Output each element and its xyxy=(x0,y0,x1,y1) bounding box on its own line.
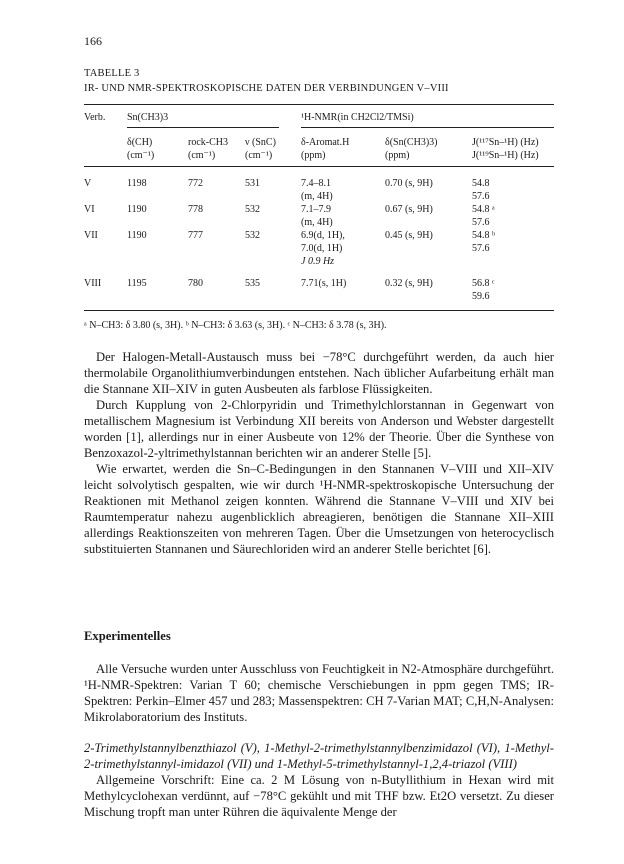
col-header: J(¹¹⁷Sn–¹H) (Hz) J(¹¹⁹Sn–¹H) (Hz) xyxy=(472,137,539,161)
body-text xyxy=(84,349,554,557)
page-number: 166 xyxy=(84,34,102,48)
page: 166 TABELLE 3 IR- UND NMR-SPEKTROSKOPISCHE DATEN DER VERBINDUNGEN V–VIII Verb. Sn(CH3)3 ¹H-NMR(in CH2Cl2/TMSi) δ(CH) (cm⁻¹) rock-CH3 (cm⁻¹) ν (SnC) (cm⁻¹) δ-Aromat.H (ppm) δ(Sn(CH3)3) (ppm) J(¹¹⁷Sn–¹H) (Hz) J(¹¹⁹Sn–¹H) (Hz) V 1198 772 531 7.4–8.1 (m, 4H) 0.70 (s, 9H) 54.8 57.6 VI 1190 778 532 7.1–7.9 (m, 4H) 0.67 (s, 9H) 54.8 ᵃ 57.6 VII 1190 777 532 6.9(d, 1H), 7.0(d, 1H) J 0.9 Hz 0.45 (s, 9H) 54.8 ᵇ 57.6 VIII 1195 780 535 7.71(s, 1H) 0.32 (s, 9H) 56.8 ᶜ 59.6 ᵃ N–CH3: δ 3.80 (s, 3H). ᵇ N–CH3: δ 3.63 (s, 3H). ᶜ N–CH3: δ 3.78 (s, 3H). Der Halogen-Metall-Austausch muss bei −78°C durchgeführt werden, da auch hier thermolabile Organolithiumverbindungen entstehen. Nach üblicher Aufarbeitung erhält man die Stannane XII–XIV in guten Ausbeuten als farblose Flüssigkeiten. Durch Kupplung von 2-Chlorpyridin und Trimethylchlorstannan in Gegenwart von metallischem Magnesium ist Verbindung XII bereits von Anderson und Webster dargestellt worden [1], allerdings nur in einer Ausbeute von 12% der Theorie. Über die Synthese von Benzoxazol-2-yltrimethylstannan berichten wir an anderer Stelle [5]. Wie erwartet, werden die Sn–C-Bedingungen in den Stannanen V–VIII und XII–XIV leicht solvolytisch gespalten, wie wir durch ¹H-NMR-spektroskopische Untersuchung der Reaktionen mit Methanol zeigen konnten. Während die Stannane V–VIII und XIV bei Raumtemperatur nahezu augenblicklich abreagieren, benötigen die Stannane XII–XIII allerdings Reaktionszeiten von mehreren Tagen. Über die Umsetzungen von heterocyclisch substituierten Stannanen und Säurechloriden wird an anderer Stelle berichtet [6]. Experimentelles Alle Versuche wurden unter Ausschluss von Feuchtigkeit in N2-Atmosphäre durchgeführt. ¹H-NMR-Spektren: Varian T 60; chemische Verschiebungen in ppm gegen TMS; IR-Spektren: Perkin–Elmer 457 und 283; Massenspektren: CH 7-Varian MAT; C,H,N-Analysen: Mikrolaboratorium des Instituts. 2-Trimethylstannylbenzthiazol (V), 1-Methyl-2-trimethylstannylbenzimidazol (VI), 1-Methyl-2-trimethylstannyl-imidazol (VII) und 1-Methyl-5-trimethylstannyl-1,2,4-triazol (VIII) Allgemeine Vorschrift: Eine ca. 2 M Lösung von n-Butyllithium in Hexan wird mit Methylcyclohexan verdünnt, auf −78°C gekühlt und mit THF bzw. Et2O versetzt. Zu dieser Mischung tropft man unter Rühren die äquivalente Menge der xyxy=(84,34,554,819)
table-bottom-rule xyxy=(84,310,554,311)
table-caption: TABELLE 3 xyxy=(84,68,140,79)
table-title: IR- UND NMR-SPEKTROSKOPISCHE DATEN DER VERBINDUNGEN V–VIII xyxy=(84,83,449,94)
header-sn-group: Sn(CH3)3 xyxy=(127,112,169,123)
col-header: δ-Aromat.H (ppm) xyxy=(301,137,350,161)
header-verb: Verb. xyxy=(84,112,106,123)
body-text xyxy=(84,740,554,820)
table-top-rule xyxy=(84,104,554,105)
nmr-group-rule xyxy=(301,127,554,128)
col-header: rock-CH3 (cm⁻¹) xyxy=(188,137,228,161)
table-footnote: ᵃ N–CH3: δ 3.80 (s, 3H). ᵇ N–CH3: δ 3.63 (s, 3H). ᶜ N–CH3: δ 3.78 (s, 3H). xyxy=(84,320,387,331)
paragraph: Alle Versuche wurden unter Ausschluss von Feuchtigkeit in N2-Atmosphäre durchgeführt. ¹H-NMR-Spektren: Varian T 60; chemische Verschiebungen in ppm gegen TMS; IR-Spektren: Perkin–Elmer 457 und 283; Massenspektren: CH 7-Varian MAT; C,H,N-Analysen: Mikrolaboratorium des Instituts. xyxy=(84,662,554,724)
col-header: ν (SnC) (cm⁻¹) xyxy=(245,137,276,161)
subheading: 2-Trimethylstannylbenzthiazol (V), 1-Methyl-2-trimethylstannylbenzimidazol (VI), 1-Methyl-2-trimethylstannyl-imidazol (VII) und 1-Methyl-5-trimethylstannyl-1,2,4-triazol (VIII) xyxy=(84,741,554,771)
paragraph: Der Halogen-Metall-Austausch muss bei −78°C durchgeführt werden, da auch hier thermolabile Organolithiumverbindungen entstehen. Nach üblicher Aufarbeitung erhält man die Stannane XII–XIV in guten Ausbeuten als farblose Flüssigkeiten. xyxy=(84,350,554,396)
section-heading: Experimentelles xyxy=(84,629,171,643)
paragraph: Durch Kupplung von 2-Chlorpyridin und Trimethylchlorstannan in Gegenwart von metallischem Magnesium ist Verbindung XII bereits von Anderson und Webster dargestellt worden [1], allerdings nur in einer Ausbeute von 12% der Theorie. Über die Synthese von Benzoxazol-2-yltrimethylstannan berichten wir an anderer Stelle [5]. xyxy=(84,398,554,460)
paragraph: Wie erwartet, werden die Sn–C-Bedingungen in den Stannanen V–VIII und XII–XIV leicht solvolytisch gespalten, wie wir durch ¹H-NMR-spektroskopische Untersuchung der Reaktionen mit Methanol zeigen konnten. Während die Stannane V–VIII und XIV bei Raumtemperatur nahezu augenblicklich abreagieren, benötigen die Stannane XII–XIII allerdings Reaktionszeiten von mehreren Tagen. Über die Umsetzungen von heterocyclisch substituierten Stannanen und Säurechloriden wird an anderer Stelle berichtet [6]. xyxy=(84,462,554,556)
header-nmr-group: ¹H-NMR(in CH2Cl2/TMSi) xyxy=(301,112,414,123)
col-header: δ(CH) (cm⁻¹) xyxy=(127,137,155,161)
col-header: δ(Sn(CH3)3) (ppm) xyxy=(385,137,438,161)
body-text xyxy=(84,661,554,725)
table-header-rule xyxy=(84,166,554,167)
paragraph: Allgemeine Vorschrift: Eine ca. 2 M Lösung von n-Butyllithium in Hexan wird mit Methylcyclohexan verdünnt, auf −78°C gekühlt und mit THF bzw. Et2O versetzt. Zu dieser Mischung tropft man unter Rühren die äquivalente Menge der xyxy=(84,773,554,819)
sn-group-rule xyxy=(127,127,279,128)
